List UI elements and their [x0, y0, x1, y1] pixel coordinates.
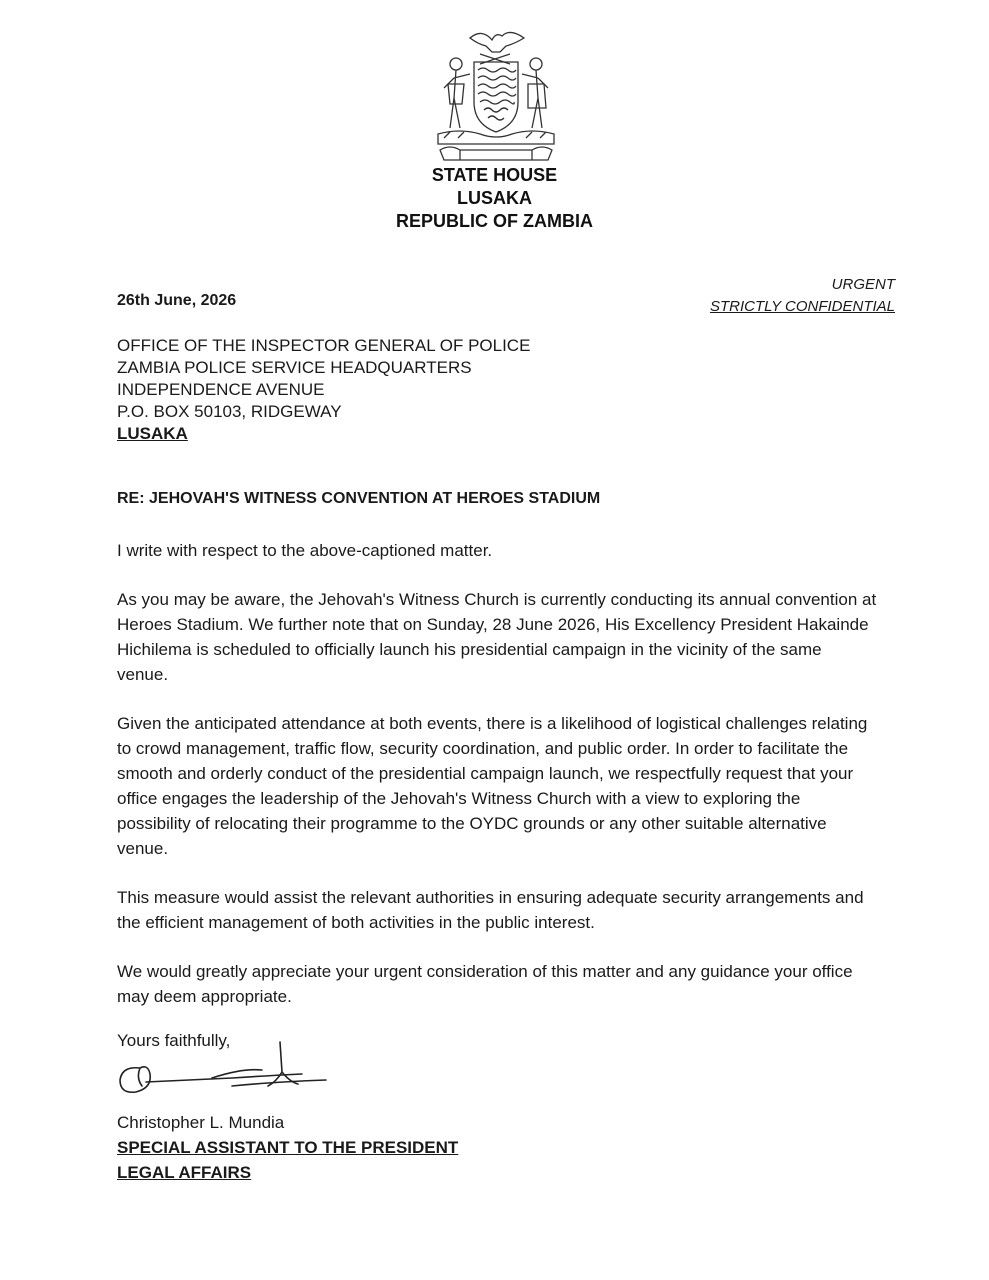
body-paragraph: Given the anticipated attendance at both events, there is a likelihood of logistical challenges relating to crowd management, traffic flow, security coordination, and public order. In order to facilitate the smooth and orderly conduct of the presidential campaign launch, we respectfully request that your office engages the leadership of the Jehovah's Witness Church with a view to exploring the possibility of relocating their programme to the OYDC grounds or any other suitable alternative venue.: [117, 714, 868, 858]
address-line: OFFICE OF THE INSPECTOR GENERAL OF POLICE: [117, 336, 531, 355]
body-paragraph: As you may be aware, the Jehovah's Witness Church is currently conducting its annual convention at Heroes Stadium. We further note that on Sunday, 28 June 2026, His Excellency President Hakainde Hichilema is scheduled to officially launch his presidential campaign in the vicinity of the same venue.: [117, 590, 877, 684]
address-line: ZAMBIA POLICE SERVICE HEADQUARTERS: [117, 358, 472, 377]
subject-line: RE: JEHOVAH'S WITNESS CONVENTION AT HEROES STADIUM: [117, 490, 601, 507]
body-paragraph: We would greatly appreciate your urgent consideration of this matter and any guidance your office may deem appropriate.: [117, 962, 853, 1006]
signatory-title: SPECIAL ASSISTANT TO THE PRESIDENT: [117, 1138, 459, 1157]
confidential-label: STRICTLY CONFIDENTIAL: [709, 298, 895, 315]
body-paragraph: This measure would assist the relevant authorities in ensuring adequate security arrangements and the efficient management of both activities in the public interest.: [117, 888, 864, 932]
closing-salutation: Yours faithfully,: [117, 1031, 231, 1050]
coat-of-arms-icon: [430, 24, 562, 166]
letterhead-line1: STATE HOUSE: [431, 165, 558, 185]
signature-icon: [112, 1038, 334, 1100]
letter-date: 26th June, 2026: [117, 292, 237, 309]
address-city: LUSAKA: [117, 424, 188, 443]
letter-body: [117, 538, 877, 1033]
signatory-department: LEGAL AFFAIRS: [117, 1163, 252, 1182]
address-line: INDEPENDENCE AVENUE: [117, 380, 325, 399]
body-paragraph: I write with respect to the above-captioned matter.: [117, 541, 493, 560]
address-line: P.O. BOX 50103, RIDGEWAY: [117, 402, 342, 421]
signatory-block: [117, 1110, 458, 1185]
letterhead-line3: REPUBLIC OF ZAMBIA: [396, 211, 593, 231]
recipient-address: [117, 335, 530, 445]
urgent-label: URGENT: [831, 276, 895, 293]
letterhead: [0, 164, 989, 233]
classification-block: [710, 274, 895, 318]
signatory-name: Christopher L. Mundia: [117, 1113, 285, 1132]
letterhead-line2: LUSAKA: [457, 188, 532, 208]
